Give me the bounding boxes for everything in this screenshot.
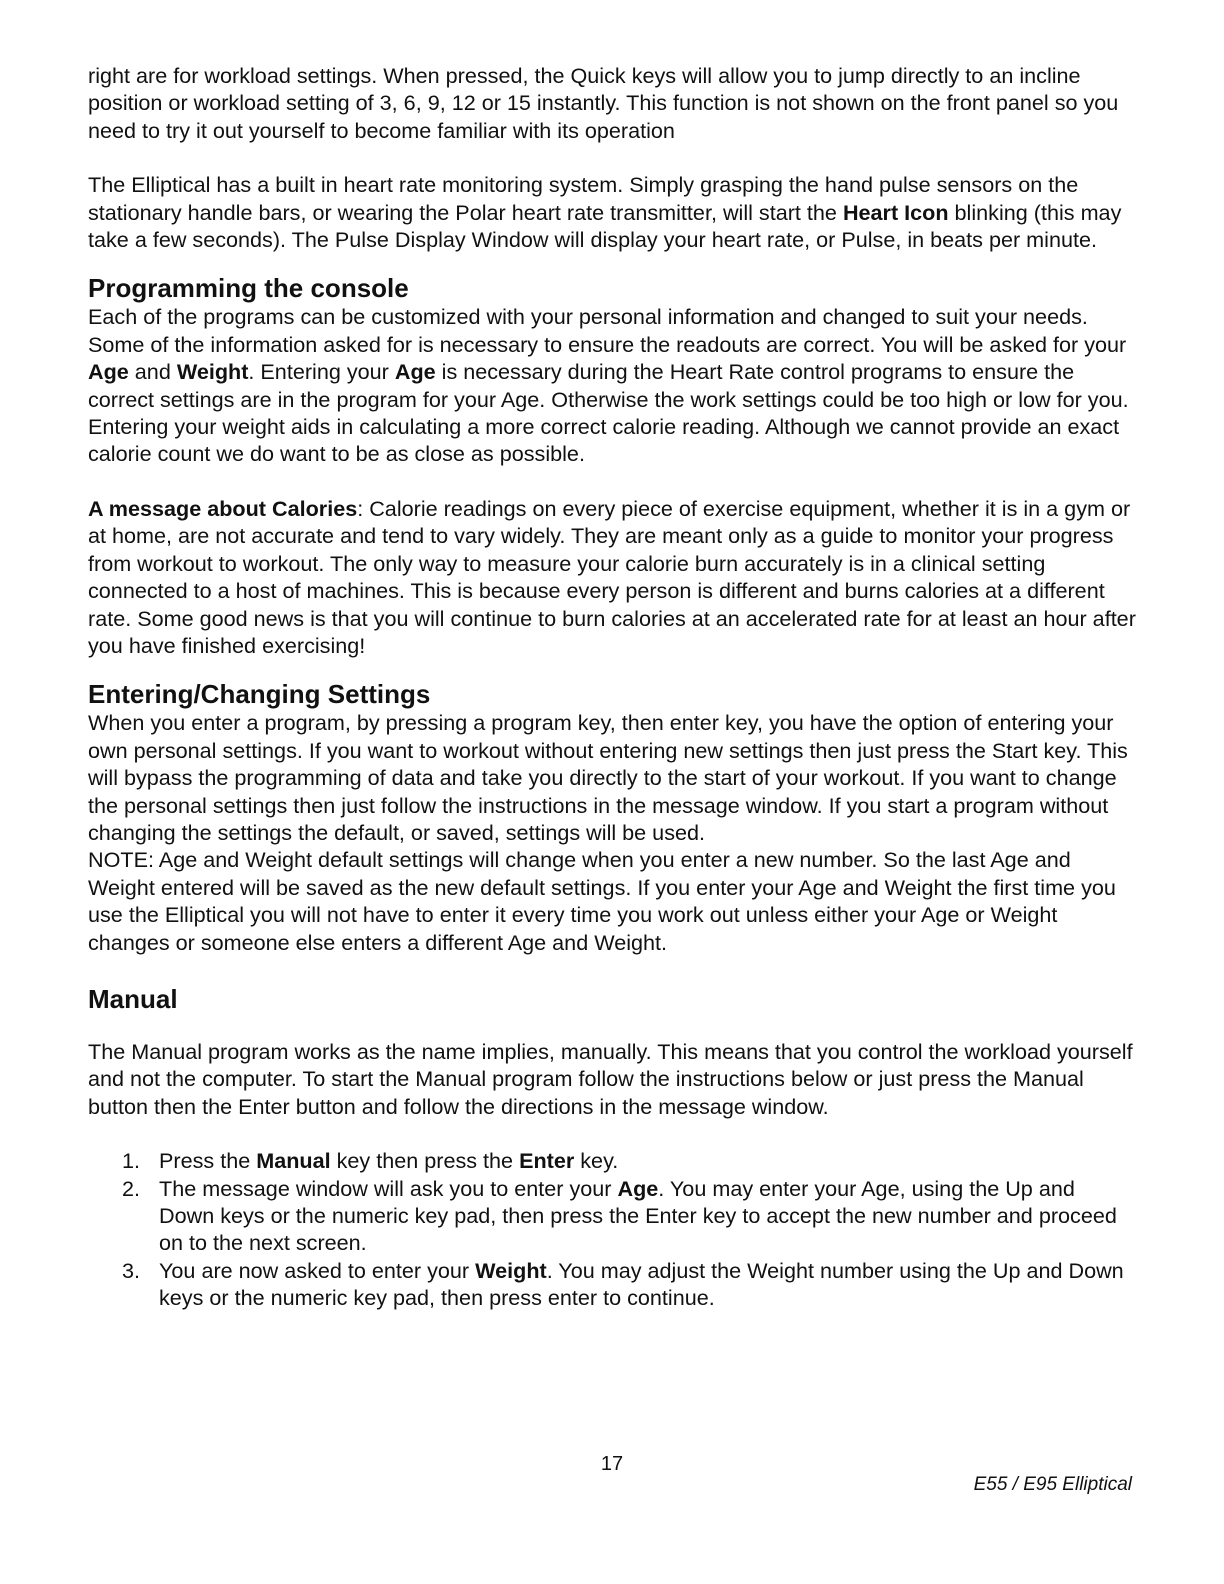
calories-label: A message about Calories <box>88 495 358 521</box>
model-footer: E55 / E95 Elliptical <box>973 1474 1132 1495</box>
programming-heading: Programming the console <box>88 273 409 304</box>
entering-settings-heading: Entering/Changing Settings <box>88 679 431 710</box>
list-item: 2. The message window will ask you to enter your Age. You may enter your Age, using the Up and Down keys or the numeric key pad, then press the Enter key to accept the new number and proceed on to the next screen. <box>122 1175 1117 1256</box>
calories-paragraph: A message about Calories: Calorie readings on every piece of exercise equipment, whether it is in a gym or at home, are not accurate and tend to vary widely. They are meant only as a guide to monitor your progress from workout to workout. The only way to measure your calorie burn accurately is in a clinical setting connected to a host of machines. This is because every person is different and burns calories at a different rate. Some good news is that you will continue to burn calories at an accelerated rate for at least an hour after you have finished exercising! <box>88 495 1136 658</box>
heart-rate-paragraph: The Elliptical has a built in heart rate monitoring system. Simply grasping the hand pulse sensors on the stationary handle bars, or wearing the Polar heart rate transmitter, will start the Heart Icon blinking (this may take a few seconds). The Pulse Display Window will display your heart rate, or Pulse, in beats per minute. <box>88 172 1122 253</box>
entering-settings-paragraph: When you enter a program, by pressing a program key, then enter key, you have the option of entering your own personal settings. If you want to workout without entering new settings then just press the Start key. This will bypass the programming of data and take you directly to the start of your workout. If you want to change the personal settings then just follow the instructions in the message window. If you start a program without changing the settings the default, or saved, settings will be used. <box>88 710 1128 845</box>
manual-steps-list <box>88 1147 1136 1311</box>
note-paragraph: NOTE: Age and Weight default settings will change when you enter a new number. So the last Age and Weight entered will be saved as the new default settings. If you enter your Age and Weight the first time you use the Elliptical you will not have to enter it every time you work out unless either your Age or Weight changes or someone else enters a different Age and Weight. <box>88 847 1116 955</box>
programming-paragraph: Each of the programs can be customized with your personal information and changed to suit your needs. Some of the information asked for is necessary to ensure the readouts are correct. You will be asked for your Age and Weight. Entering your Age is necessary during the Heart Rate control programs to ensure the correct settings are in the program for your Age. Otherwise the work settings could be too high or low for you. Entering your weight aids in calculating a more correct calorie reading. Although we cannot provide an exact calorie count we do want to be as close as possible. <box>88 304 1129 467</box>
page-content <box>88 62 1136 1312</box>
intro-paragraph: right are for workload settings. When pressed, the Quick keys will allow you to jump directly to an incline position or workload setting of 3, 6, 9, 12 or 15 instantly. This function is not shown on the front panel so you need to try it out yourself to become familiar with its operation <box>88 63 1119 143</box>
heart-icon-term: Heart Icon <box>842 199 949 225</box>
manual-paragraph: The Manual program works as the name implies, manually. This means that you control the workload yourself and not the computer. To start the Manual program follow the instructions below or just press the Manual button then the Enter button and follow the directions in the message window. <box>88 1038 1133 1119</box>
page-number: 17 <box>600 1453 624 1475</box>
manual-heading: Manual <box>88 983 178 1014</box>
list-item: 3. You are now asked to enter your Weight. You may adjust the Weight number using the Up and Down keys or the numeric key pad, then press enter to continue. <box>122 1257 1124 1311</box>
list-item: 1. Press the Manual key then press the Enter key. <box>122 1148 619 1174</box>
